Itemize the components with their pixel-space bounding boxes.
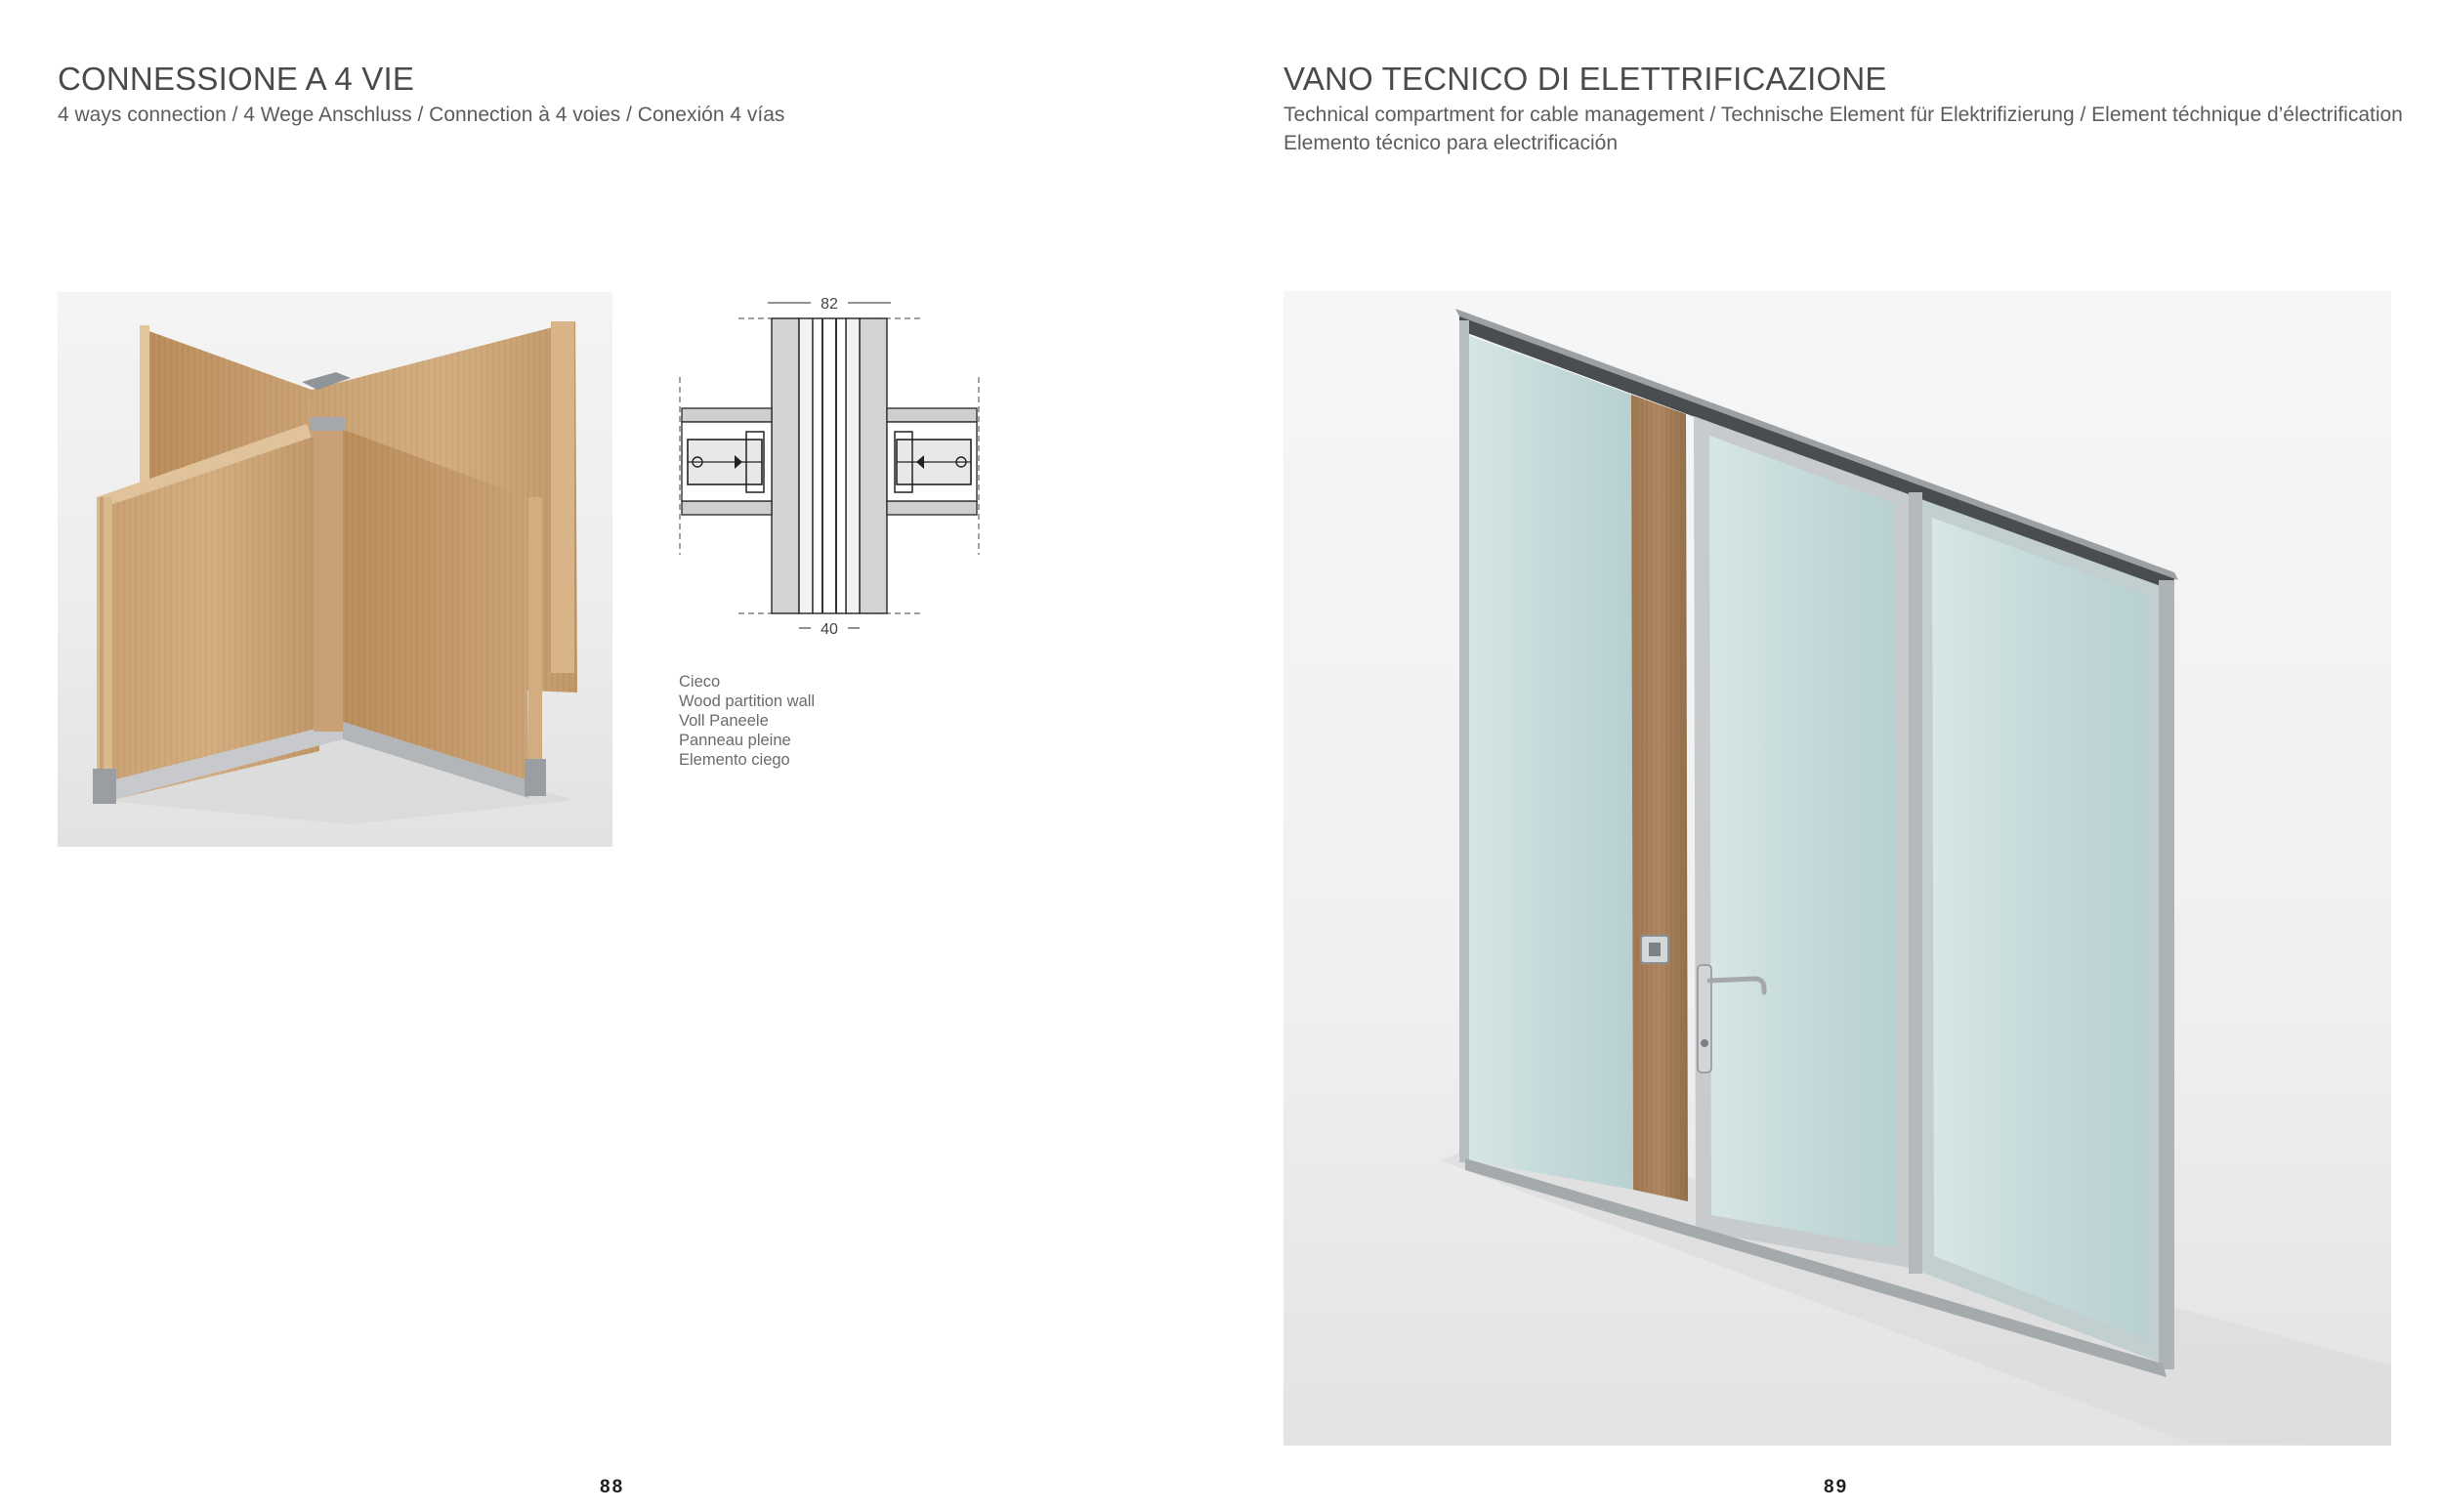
panel-caption: [679, 672, 815, 770]
dimension-top-label: 82: [821, 296, 838, 313]
right-page-subtitle-line1: Technical compartment for cable management / Technische Element für Elektrifizierung / Element téchnique d’électrification: [1284, 104, 2403, 126]
right-page-number: 89: [1824, 1477, 1849, 1497]
caption-line: Cieco: [679, 673, 721, 691]
dimension-bottom-label: 40: [821, 621, 838, 638]
connection-section-svg: [674, 291, 987, 641]
right-page-subtitle-line2: Elemento técnico para electrificación: [1284, 132, 1619, 154]
wood-cross-illustration: [58, 292, 612, 847]
glass-partition-illustration: [1284, 291, 2391, 1446]
left-page-title: CONNESSIONE A 4 VIE: [58, 61, 415, 97]
caption-line: Voll Paneele: [679, 712, 769, 730]
right-page-title: VANO TECNICO DI ELETTRIFICAZIONE: [1284, 61, 1887, 97]
left-page-subtitle: 4 ways connection / 4 Wege Anschluss / Connection à 4 voies / Conexión 4 vías: [58, 104, 785, 126]
caption-line: Panneau pleine: [679, 732, 791, 749]
section-drawing: [674, 291, 987, 641]
caption-line: Elemento ciego: [679, 751, 790, 769]
electrification-compartment-render: [1284, 291, 2391, 1446]
caption-line: Wood partition wall: [679, 693, 816, 710]
four-way-connection-render: [58, 292, 612, 847]
left-page-number: 88: [600, 1477, 625, 1497]
